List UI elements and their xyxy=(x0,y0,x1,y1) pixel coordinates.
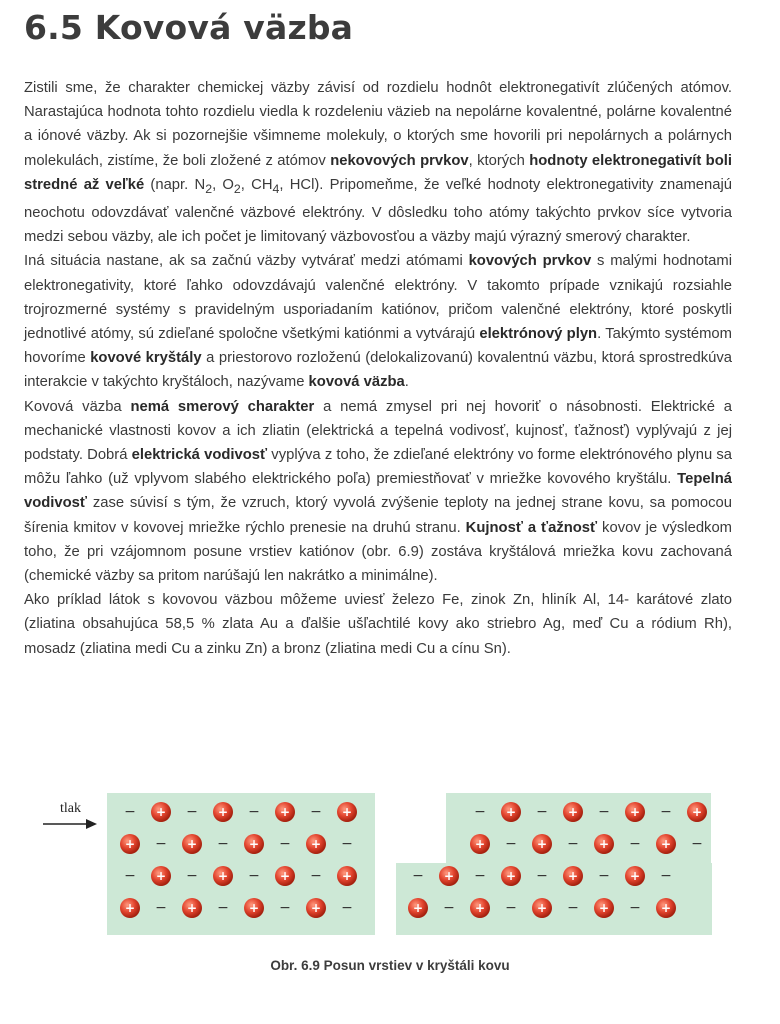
electron: − xyxy=(691,836,703,852)
plus-sign: + xyxy=(505,869,517,883)
bold-term: Kujnosť a ťažnosť xyxy=(465,519,598,536)
plus-sign: + xyxy=(660,837,672,851)
plus-sign: + xyxy=(598,837,610,851)
electron: − xyxy=(629,836,641,852)
lattice-background xyxy=(107,793,375,935)
bold-term: nemá smerový charakter xyxy=(130,398,315,415)
electron: − xyxy=(598,804,610,820)
text-run: (napr. N xyxy=(144,176,206,193)
electron: − xyxy=(124,868,136,884)
electron: − xyxy=(474,804,486,820)
plus-sign: + xyxy=(629,869,641,883)
electron: − xyxy=(186,868,198,884)
electron: − xyxy=(155,900,167,916)
electron: − xyxy=(217,836,229,852)
body-text xyxy=(24,76,732,661)
electron: − xyxy=(124,804,136,820)
electron: − xyxy=(310,804,322,820)
electron: − xyxy=(536,804,548,820)
electron: − xyxy=(217,900,229,916)
electron: − xyxy=(310,868,322,884)
electron: − xyxy=(412,868,424,884)
subscript: 2 xyxy=(205,181,213,196)
bold-term: kovových prvkov xyxy=(468,253,592,270)
electron: − xyxy=(248,804,260,820)
plus-sign: + xyxy=(443,869,455,883)
electron: − xyxy=(505,836,517,852)
text-run: Kovová väzba xyxy=(24,398,131,415)
text-run: Iná situácia nastane, ak sa začnú väzby vytvárať medzi atómami xyxy=(24,253,469,270)
bold-term: hodnoty elektronegativít boli stredné až veľké xyxy=(24,152,732,193)
plus-sign: + xyxy=(310,901,322,915)
electron: − xyxy=(505,900,517,916)
plus-sign: + xyxy=(124,901,136,915)
plus-sign: + xyxy=(474,837,486,851)
section-title: 6.5 Kovová väzba xyxy=(24,8,354,47)
plus-sign: + xyxy=(341,805,353,819)
electron: − xyxy=(567,836,579,852)
text-run: , CH xyxy=(240,176,273,193)
electron: − xyxy=(279,836,291,852)
bold-term: elektrónový plyn xyxy=(479,325,598,342)
text-run: . Takýmto systémom hovoríme xyxy=(24,325,732,367)
lattice-after-shift xyxy=(396,793,712,935)
subscript: 2 xyxy=(233,181,241,196)
electron: − xyxy=(660,868,672,884)
text-run: vyplýva z toho, že zdieľané elektróny vo forme elektrónového plynu sa môžu ľahko (už vplyvom slabého elektrického poľa) premiestňovať v mriežke kovového kryštálu. xyxy=(24,447,733,488)
text-run: a priestorovo rozloženú (delokalizovanú) kovalentnú väzbu, ktorá sprostredkúva interakcie v takýchto kryštáloch, nazývame xyxy=(24,350,732,391)
text-run: , ktorých xyxy=(468,152,530,169)
plus-sign: + xyxy=(412,901,424,915)
text-run: s malými hodnotami elektronegativity, ktoré ľahko odovzdávajú valenčné elektróny. V takomto prípade vznikajú rozsiahle trojrozmerné systémy s pravidelným usporiadaním katiónov, pričom valenčné elektróny, ktoré poskytli jednotlivé atómy, sú zdieľané spoločne všetkými katiónmi a vytvárajú xyxy=(24,253,732,342)
plus-sign: + xyxy=(279,869,291,883)
plus-sign: + xyxy=(217,805,229,819)
bold-term: nekovových prvkov xyxy=(330,152,469,169)
plus-sign: + xyxy=(248,837,260,851)
plus-sign: + xyxy=(186,901,198,915)
plus-sign: + xyxy=(567,805,579,819)
arrow-label: tlak xyxy=(60,801,81,816)
electron: − xyxy=(474,868,486,884)
text-run: a nemá zmysel pri nej hovoriť o násobnosti. Elektrické a mechanické vlastnosti kovov a ich zliatin (elektrická a tepelná vodivosť, kujnosť, ťažnosť) vyplývajú z jej podstaty. Dobrá xyxy=(24,398,732,463)
plus-sign: + xyxy=(691,805,703,819)
plus-sign: + xyxy=(279,805,291,819)
electron: − xyxy=(660,804,672,820)
electron: − xyxy=(567,900,579,916)
paragraph xyxy=(24,395,732,589)
electron: − xyxy=(248,868,260,884)
electron: − xyxy=(443,900,455,916)
pressure-arrow xyxy=(43,819,97,829)
plus-sign: + xyxy=(124,837,136,851)
plus-sign: + xyxy=(567,869,579,883)
bold-term: Tepelná vodivosť xyxy=(24,471,732,512)
plus-sign: + xyxy=(598,901,610,915)
electron: − xyxy=(279,900,291,916)
paragraph xyxy=(24,588,732,661)
plus-sign: + xyxy=(536,837,548,851)
plus-sign: + xyxy=(248,901,260,915)
figure-layer-shift xyxy=(40,790,740,950)
lattice-before-shift xyxy=(107,793,375,935)
electron: − xyxy=(341,900,353,916)
text-run: , O xyxy=(212,176,234,193)
plus-sign: + xyxy=(155,869,167,883)
paragraph xyxy=(24,249,732,394)
text-run: , HCl). Pripomeňme, že veľké hodnoty elektronegativity znamenajú neochotu odovzdávať valenčné väzbové elektróny. V dôsledku toho atómy takýchto prvkov síce vytvoria medzi sebou väzby, ale ich počet je limitovaný väzbovosťou a väzby majú výrazný smerový charakter. xyxy=(24,176,733,246)
electron: − xyxy=(186,804,198,820)
electron: − xyxy=(629,900,641,916)
plus-sign: + xyxy=(155,805,167,819)
paragraph xyxy=(24,76,732,249)
plus-sign: + xyxy=(217,869,229,883)
plus-sign: + xyxy=(341,869,353,883)
figure-caption: Obr. 6.9 Posun vrstiev v kryštáli kovu xyxy=(270,958,510,973)
text-run: Zistili sme, že charakter chemickej väzby závisí od rozdielu hodnôt elektronegativít zlúčených atómov. Narastajúca hodnota tohto rozdielu viedla k rozdeleniu väzieb na nepolárne kovalentné, polárne kovalentné a iónové väzby. Ak si pozornejšie všimneme molekuly, o ktorých sme hovorili pri nepolárnych a polárnych molekulách, zistíme, že boli zložené z atómov xyxy=(24,80,732,169)
plus-sign: + xyxy=(505,805,517,819)
plus-sign: + xyxy=(186,837,198,851)
text-run: . xyxy=(404,374,409,391)
plus-sign: + xyxy=(474,901,486,915)
subscript: 4 xyxy=(272,181,280,196)
plus-sign: + xyxy=(629,805,641,819)
bold-term: kovové kryštály xyxy=(90,350,202,367)
bold-term: kovová väzba xyxy=(308,374,405,391)
electron: − xyxy=(598,868,610,884)
electron: − xyxy=(536,868,548,884)
electron: − xyxy=(341,836,353,852)
plus-sign: + xyxy=(310,837,322,851)
text-run: Ako príklad látok s kovovou väzbou môžeme uviesť železo Fe, zinok Zn, hliník Al, 14- karátové zlato (zliatina obsahujúca 58,5 % zlata Au a ďalšie ušľachtilé kovy ako striebro Ag, meď Cu a ródium Rh), mosadz (zliatina medi Cu a zinku Zn) a bronz (zliatina medi Cu a cínu Sn). xyxy=(24,592,732,657)
bold-term: elektrická vodivosť xyxy=(131,447,268,463)
text-run: zase súvisí s tým, že vzruch, ktorý vyvolá zvýšenie teploty na jednej strane kovu, sa pomocou šírenia kmitov v kovovej mriežke rýchlo prenesie na druhú stranu. xyxy=(24,495,732,536)
electron: − xyxy=(155,836,167,852)
plus-sign: + xyxy=(660,901,672,915)
plus-sign: + xyxy=(536,901,548,915)
text-run: kovov je výsledkom toho, že pri vzájomnom posune vrstiev katiónov (obr. 6.9) zostáva kryštálová mriežka kovu zachovaná (chemické väzby sa pritom narúšajú len nakrátko a minimálne). xyxy=(24,519,732,585)
